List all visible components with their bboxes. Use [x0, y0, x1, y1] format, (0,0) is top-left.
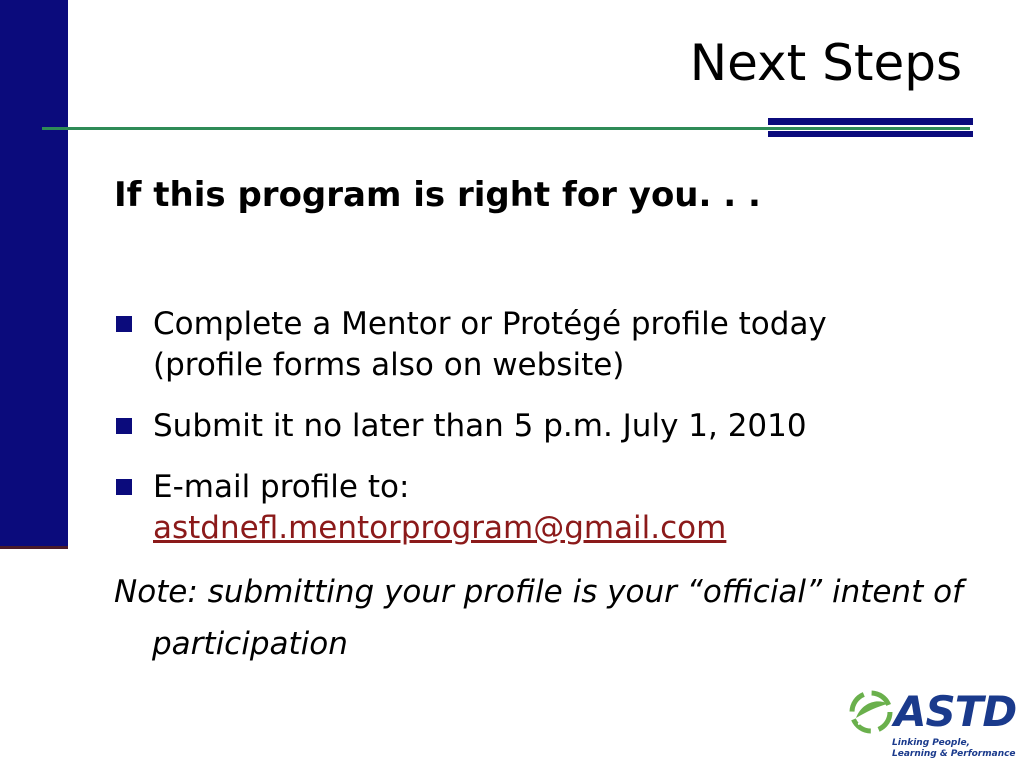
slide-subheading: If this program is right for you. . .	[114, 175, 761, 215]
astd-logo	[848, 687, 1017, 764]
title-divider-blue-top	[768, 118, 973, 125]
logo-tagline	[892, 738, 1016, 760]
logo-tagline-line2: Learning & Performance	[892, 749, 1016, 759]
square-bullet-icon	[116, 418, 132, 434]
square-bullet-icon	[116, 479, 132, 495]
slide-title: Next Steps	[689, 34, 962, 92]
email-link[interactable]: astdnefl.mentorprogram@gmail.com	[153, 510, 727, 546]
bullet-submit-deadline	[116, 406, 976, 447]
leaf-swirl-icon	[848, 688, 894, 736]
bullet-text: E-mail profile to:	[153, 469, 410, 505]
bullet-list	[116, 304, 976, 569]
bullet-text: Complete a Mentor or Protégé profile today	[153, 306, 827, 342]
bullet-text: Submit it no later than 5 p.m. July 1, 2010	[153, 408, 807, 444]
logo-tagline-line1: Linking People,	[892, 738, 970, 748]
bullet-email-profile	[116, 467, 976, 549]
title-divider-green	[42, 127, 970, 130]
bullet-complete-profile	[116, 304, 976, 386]
square-bullet-icon	[116, 316, 132, 332]
bullet-text-continued: (profile forms also on website)	[153, 347, 625, 383]
left-accent-bar	[0, 0, 68, 549]
title-divider-blue-bottom	[768, 131, 973, 137]
logo-wordmark: ASTD	[894, 687, 1017, 736]
note-text: Note: submitting your profile is your “official” intent of participation	[114, 574, 963, 662]
